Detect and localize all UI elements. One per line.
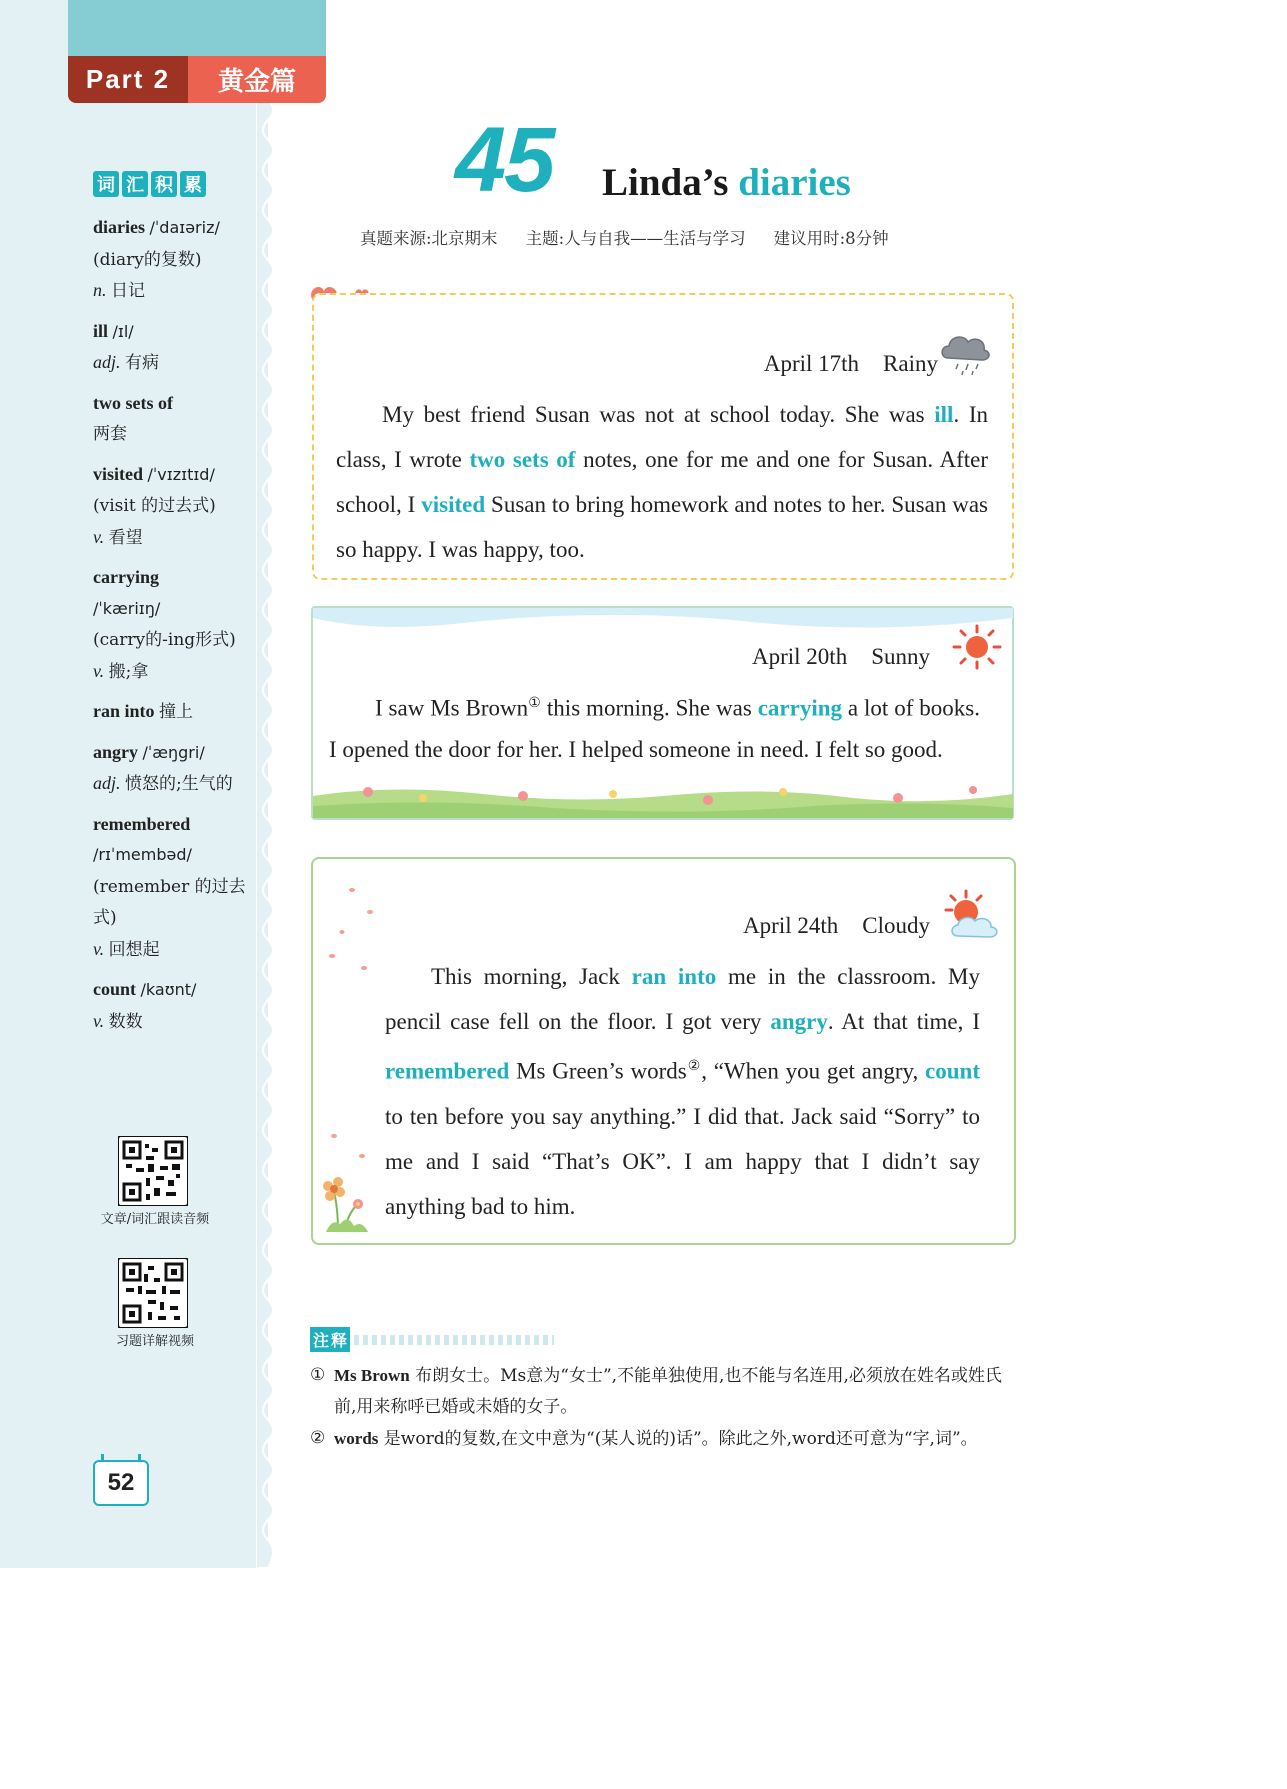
vocab-note: (carry的-ing形式) — [93, 630, 236, 650]
title-highlight: diaries — [738, 161, 851, 204]
note-item-1 — [310, 1360, 1020, 1423]
keyword-angry: angry — [770, 1009, 828, 1034]
note-item-2 — [310, 1423, 1020, 1455]
vocab-entry-visited — [93, 459, 248, 554]
note-number: ① — [310, 1365, 326, 1385]
text-segment: I saw Ms Brown — [375, 695, 529, 721]
vocab-entry-two-sets-of — [93, 388, 248, 450]
vocab-word: diaries — [93, 217, 145, 237]
header-tab-top — [68, 0, 326, 56]
vocab-phonetic: /ˈdaɪəriz/ — [149, 218, 220, 237]
vocab-entry-ill — [93, 316, 248, 379]
vocab-meaning: 有病 — [125, 353, 160, 373]
vocab-pos: n. — [93, 280, 107, 300]
notes-heading-line — [354, 1335, 554, 1345]
vocab-pos: v. — [93, 660, 105, 681]
vocab-word: two sets of — [93, 392, 173, 413]
diary-entry-april-24 — [311, 857, 1016, 1245]
meta-source: 真题来源:北京期末 — [360, 229, 498, 248]
text-segment: Susan to bring homework and notes to her. Susan was so happy. I was happy, too. — [336, 492, 988, 562]
video-qr-code[interactable] — [118, 1258, 188, 1328]
vocab-phonetic: /rɪˈmembəd/ — [93, 845, 192, 864]
diary-entry-april-20 — [311, 606, 1014, 820]
entry-weather: Sunny — [871, 644, 930, 669]
vocab-meaning: 搬;拿 — [108, 661, 149, 682]
diary-entry-april-17 — [312, 293, 1014, 580]
vocab-heading-char: 词 — [93, 171, 119, 197]
vocab-entry-ran-into — [93, 696, 248, 728]
entry-weather: Cloudy — [862, 913, 930, 938]
entry-text — [385, 954, 980, 1229]
petals-decoration — [322, 882, 378, 982]
vocab-heading-char: 汇 — [122, 171, 148, 197]
lesson-title — [602, 160, 851, 205]
text-segment: notes, one for me and one for Susan. After school, I — [336, 447, 988, 517]
vocab-phonetic: /ˈæŋgri/ — [142, 742, 205, 762]
entry-text — [329, 683, 980, 770]
rain-cloud-icon — [938, 328, 992, 378]
vocab-phonetic: /ˈkæriɪŋ/ — [93, 598, 161, 618]
vocab-word: ill — [93, 320, 109, 341]
note-text: 布朗女士。Ms意为“女士”,不能单独使用,也不能与名连用,必须放在姓名或姓氏前,用来称呼已婚或未婚的女子。 — [334, 1366, 1002, 1417]
entry-weather: Rainy — [883, 351, 938, 376]
vocab-entry-carrying — [93, 562, 248, 687]
note-term: words — [334, 1429, 379, 1448]
vocab-note: (diary的复数) — [93, 249, 202, 270]
text-segment: This morning, Jack — [431, 964, 632, 989]
entry-date: April 17th — [763, 351, 860, 376]
vocab-pos: v. — [93, 526, 105, 547]
notes-heading — [310, 1327, 554, 1352]
vocab-word: remembered — [93, 813, 191, 834]
note-text: 是word的复数,在文中意为“(某人说的)话”。除此之外,word还可意为“字,词”。 — [378, 1429, 978, 1449]
title-prefix: Linda’s — [602, 161, 739, 204]
vocab-phonetic: /ɪl/ — [112, 321, 134, 341]
text-segment: . At that time, I — [827, 1009, 980, 1034]
notes-heading-char: 注 — [313, 1331, 330, 1350]
video-qr-label: 习题详解视频 — [115, 1334, 194, 1349]
notes-heading-tag — [310, 1327, 350, 1352]
keyword-two-sets-of: two sets of — [469, 447, 576, 472]
vocab-entry-angry — [93, 737, 248, 800]
note-body — [334, 1423, 978, 1455]
lesson-number: 45 — [455, 109, 554, 211]
vocab-pos: v. — [93, 1010, 105, 1031]
notes-heading-char: 释 — [331, 1331, 348, 1350]
vocab-word: carrying — [93, 567, 159, 587]
entry-date-line — [329, 636, 980, 677]
meadow-decoration — [313, 778, 1013, 818]
vocab-meaning: 两套 — [93, 424, 127, 444]
vocab-word: count — [93, 979, 137, 999]
keyword-remembered: remembered — [385, 1058, 510, 1084]
partly-cloudy-icon — [940, 888, 1002, 944]
vocab-heading-char: 累 — [180, 171, 206, 197]
note-number: ② — [310, 1428, 326, 1448]
vocab-entry-count — [93, 974, 248, 1037]
footnote-marker: ② — [686, 1059, 702, 1074]
vocab-meaning: 看望 — [108, 527, 143, 548]
part-name: 黄金篇 — [188, 56, 326, 103]
vocab-meaning: 撞上 — [159, 702, 194, 722]
text-segment: . In class, I wrote — [336, 402, 988, 472]
vocab-heading-char: 积 — [151, 171, 177, 197]
vocab-word: visited — [93, 463, 144, 484]
sidebar-wave-border — [256, 100, 286, 1568]
notes-section — [310, 1360, 1020, 1455]
meta-theme: 主题:人与自我——生活与学习 — [525, 229, 746, 248]
keyword-ill: ill — [934, 402, 954, 427]
vocab-entry-diaries — [93, 212, 248, 307]
audio-qr-label: 文章/词汇跟读音频 — [100, 1212, 210, 1227]
text-segment: My best friend Susan was not at school today. She was — [382, 402, 935, 427]
vocab-note: (visit 的过去式) — [93, 496, 216, 516]
text-segment: this morning. She was — [541, 695, 758, 721]
vocab-heading — [93, 171, 206, 197]
vocab-meaning: 数数 — [108, 1011, 143, 1032]
audio-qr-code[interactable] — [118, 1136, 188, 1206]
vocab-phonetic: /kaʊnt/ — [140, 980, 197, 999]
sky-wave-decoration — [313, 608, 1013, 638]
vocab-pos: adj. — [93, 352, 121, 372]
text-segment: to ten before you say anything.” I did that. Jack said “Sorry” to me and I said “That’s OK”. I am happy that I didn’t say anything bad to him. — [385, 1103, 980, 1219]
lesson-meta — [360, 225, 889, 249]
text-segment: me in the classroom. My pencil case fell on the floor. I got very — [385, 964, 981, 1034]
vocab-pos: adj. — [93, 773, 121, 793]
text-segment: Ms Green’s words — [509, 1058, 687, 1084]
keyword-visited: visited — [421, 492, 486, 517]
vocab-phonetic: /ˈvɪzɪtɪd/ — [147, 464, 215, 484]
keyword-count: count — [925, 1058, 980, 1084]
note-term: Ms Brown — [334, 1366, 410, 1385]
part-label: Part 2 — [68, 56, 188, 103]
footnote-marker: ① — [528, 696, 542, 711]
vocab-entry-remembered — [93, 809, 248, 966]
vocab-word: angry — [93, 741, 138, 762]
flower-decoration — [312, 1128, 378, 1236]
entry-date: April 20th — [752, 644, 848, 669]
meta-time: 建议用时:8分钟 — [773, 229, 889, 248]
text-segment: a lot of books. I opened the door for her. I helped someone in need. I felt so good. — [329, 695, 980, 762]
vocab-word: ran into — [93, 701, 155, 721]
page-number: 52 — [93, 1460, 149, 1506]
vocab-meaning: 回想起 — [108, 939, 160, 960]
note-body — [334, 1360, 1020, 1423]
keyword-ran-into: ran into — [631, 964, 717, 989]
vocab-list — [93, 212, 248, 1046]
vocab-meaning: 愤怒的;生气的 — [125, 774, 233, 794]
entry-text — [336, 392, 988, 572]
sun-icon — [952, 624, 1002, 670]
keyword-carrying: carrying — [757, 695, 843, 721]
vocab-note: (remember 的过去式) — [93, 876, 246, 928]
vocab-meaning: 日记 — [111, 281, 145, 301]
entry-date-line — [336, 341, 988, 386]
vocab-pos: v. — [93, 938, 105, 959]
text-segment: , “When you get angry, — [701, 1058, 926, 1084]
entry-date-line — [385, 903, 980, 948]
part-tab — [68, 56, 326, 103]
entry-date: April 24th — [743, 913, 839, 938]
